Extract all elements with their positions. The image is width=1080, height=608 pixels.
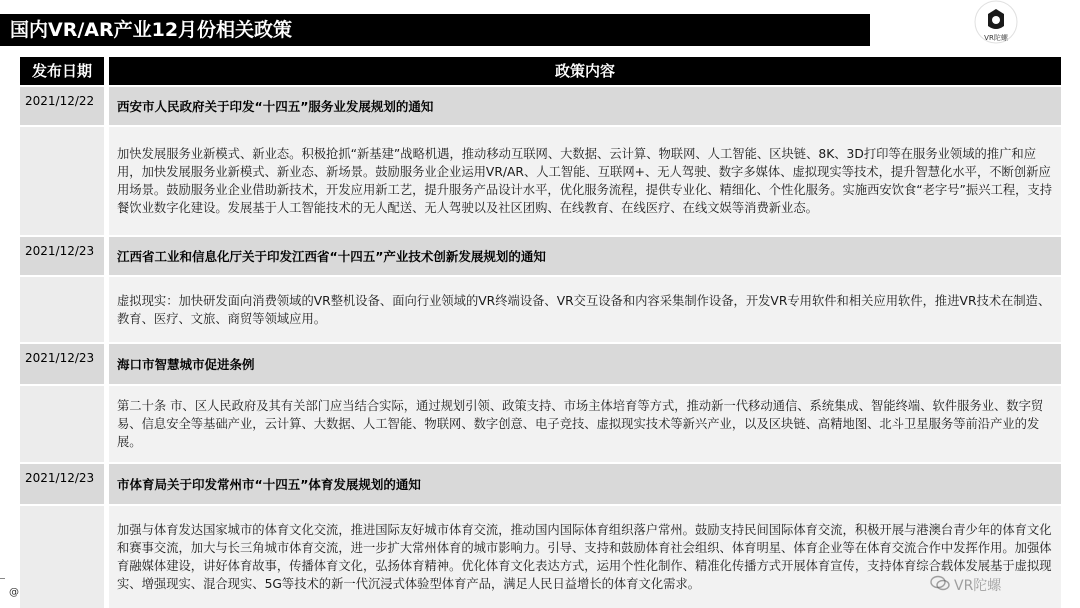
row-blank bbox=[20, 506, 104, 608]
row-title: 江西省工业和信息化厅关于印发江西省“十四五”产业技术创新发展规划的通知 bbox=[109, 237, 1061, 275]
header-content: 政策内容 bbox=[109, 57, 1061, 85]
vr-tuoluo-logo bbox=[966, 0, 1026, 48]
row-date: 2021/12/23 bbox=[20, 344, 104, 384]
row-date: 2021/12/23 bbox=[20, 464, 104, 504]
row-blank bbox=[20, 277, 104, 342]
footer-mark: @ bbox=[9, 587, 19, 598]
row-blank bbox=[20, 386, 104, 462]
row-date: 2021/12/23 bbox=[20, 237, 104, 275]
row-date: 2021/12/22 bbox=[20, 87, 104, 125]
header-date: 发布日期 bbox=[20, 57, 104, 85]
logo-text: VR陀螺 bbox=[984, 34, 1008, 42]
row-title: 西安市人民政府关于印发“十四五”服务业发展规划的通知 bbox=[109, 87, 1061, 125]
row-body: 虚拟现实：加快研发面向消费领域的VR整机设备、面向行业领域的VR终端设备、VR交互设备和内容采集制作设备，开发VR专用软件和相关应用软件，推进VR技术在制造、教育、医疗、文旅、商贸等领域应用。 bbox=[109, 277, 1061, 342]
row-body: 第二十条 市、区人民政府及其有关部门应当结合实际，通过规划引领、政策支持、市场主体培育等方式，推动新一代移动通信、系统集成、智能终端、软件服务业、数字贸易、信息安全等基础产业，云计算、大数据、人工智能、物联网、数字创意、电子竞技、虚拟现实技术等新兴产业，以及区块链、高精地图、北斗卫星服务等前沿产业的发展。 bbox=[109, 386, 1061, 462]
wechat-icon bbox=[930, 575, 950, 595]
watermark-text: VR陀螺 bbox=[954, 578, 1002, 594]
watermark bbox=[930, 574, 1001, 596]
row-title: 海口市智慧城市促进条例 bbox=[109, 344, 1061, 384]
edge-divider bbox=[0, 578, 5, 579]
row-blank bbox=[20, 127, 104, 235]
page-title: 国内VR/AR产业12月份相关政策 bbox=[0, 14, 870, 46]
row-body: 加快发展服务业新模式、新业态。积极抢抓“新基建”战略机遇，推动移动互联网、大数据、云计算、物联网、人工智能、区块链、8K、3D打印等在服务业领域的推广和应用，加快发展服务业新模式、新业态、新场景。鼓励服务业企业运用VR/AR、人工智能、互联网+、无人驾驶、数字多媒体、虚拟现实等技术，提升智慧化水平，不断创新应用场景。鼓励服务业企业借助新技术，开发应用新工艺，提升服务产品设计水平，优化服务流程，提供专业化、精细化、个性化服务。实施西安饮食“老字号”振兴工程，支持餐饮业数字化建设。发展基于人工智能技术的无人配送、无人驾驶以及社区团购、在线教育、在线医疗、在线文娱等消费新业态。 bbox=[109, 127, 1061, 235]
row-body: 加强与体育发达国家城市的体育文化交流，推进国际友好城市体育交流，推动国内国际体育组织落户常州。鼓励支持民间国际体育交流，积极开展与港澳台青少年的体育文化和赛事交流，加大与长三角城市体育交流，进一步扩大常州体育的城市影响力。引导、支持和鼓励体育社会组织、体育明星、体育企业等在体育交流合作中发挥作用。加强体育融媒体建设，讲好体育故事，传播体育文化，弘扬体育精神。优化体育文化表达方式，运用个性化制作、精准化传播方式开展体育宣传，支持体育综合载体发展基于虚拟现实、增强现实、混合现实、5G等技术的新一代沉浸式体验型体育产品，满足人民日益增长的体育文化需求。 bbox=[109, 506, 1061, 608]
row-title: 市体育局关于印发常州市“十四五”体育发展规划的通知 bbox=[109, 464, 1061, 504]
